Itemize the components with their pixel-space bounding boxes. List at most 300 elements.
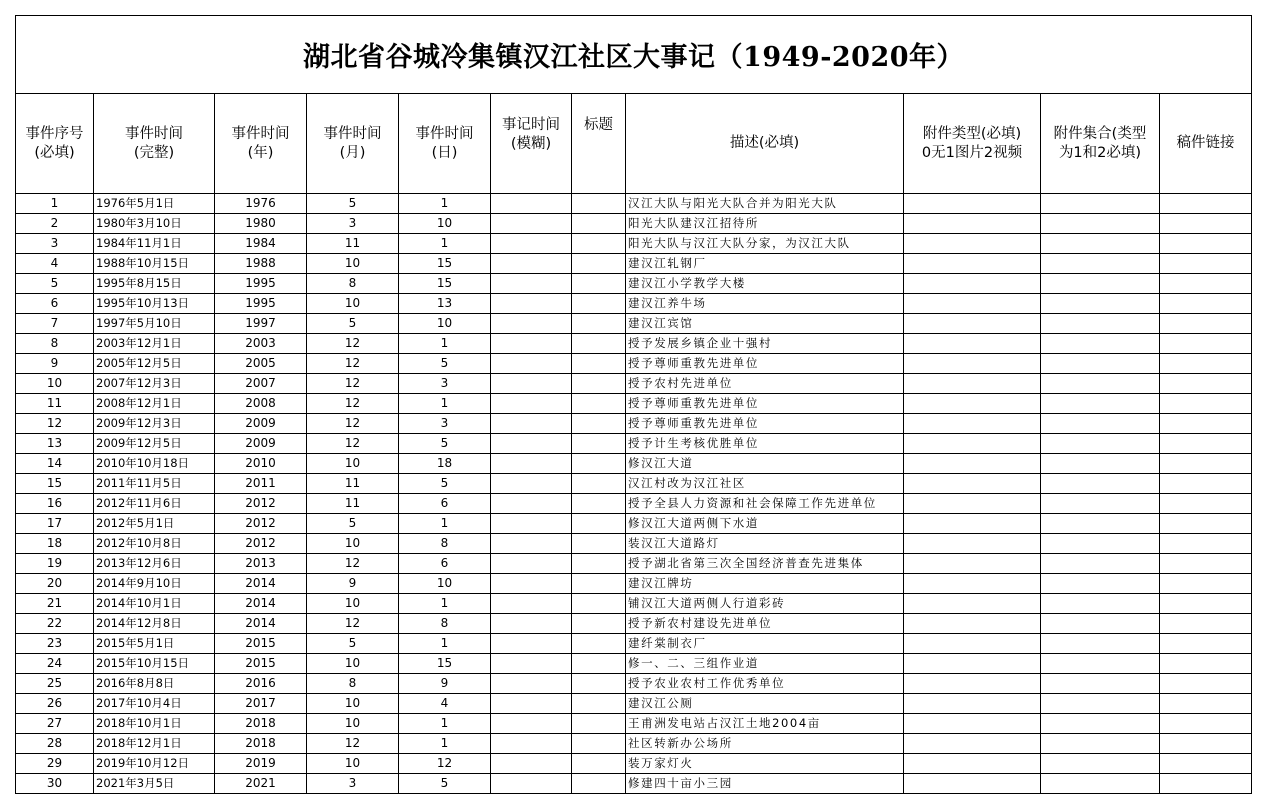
cell-day[interactable]: 6 (399, 494, 491, 514)
cell-attach-type[interactable] (904, 694, 1041, 714)
cell-day[interactable]: 15 (399, 254, 491, 274)
cell-attach-type[interactable] (904, 554, 1041, 574)
cell-full-time[interactable]: 2021年3月5日 (94, 774, 215, 794)
cell-full-time[interactable]: 2012年5月1日 (94, 514, 215, 534)
cell-seq[interactable]: 4 (16, 254, 94, 274)
cell-vague-time[interactable] (491, 434, 572, 454)
cell-description[interactable]: 铺汉江大道两侧人行道彩砖 (626, 594, 904, 614)
cell-full-time[interactable]: 2009年12月5日 (94, 434, 215, 454)
cell-seq[interactable]: 6 (16, 294, 94, 314)
cell-vague-time[interactable] (491, 694, 572, 714)
header-year[interactable]: 事件时间 (年) (215, 94, 307, 194)
cell-description[interactable]: 汉江村改为汉江社区 (626, 474, 904, 494)
cell-vague-time[interactable] (491, 314, 572, 334)
cell-description[interactable]: 阳光大队与汉江大队分家，为汉江大队 (626, 234, 904, 254)
cell-full-time[interactable]: 2013年12月6日 (94, 554, 215, 574)
cell-subject[interactable] (572, 454, 626, 474)
cell-full-time[interactable]: 2015年10月15日 (94, 654, 215, 674)
cell-link[interactable] (1160, 674, 1252, 694)
cell-description[interactable]: 修建四十亩小三园 (626, 774, 904, 794)
cell-seq[interactable]: 7 (16, 314, 94, 334)
cell-vague-time[interactable] (491, 474, 572, 494)
cell-description[interactable]: 装汉江大道路灯 (626, 534, 904, 554)
cell-vague-time[interactable] (491, 514, 572, 534)
cell-attach-type[interactable] (904, 634, 1041, 654)
cell-month[interactable]: 11 (307, 494, 399, 514)
cell-attach-type[interactable] (904, 574, 1041, 594)
cell-year[interactable]: 2015 (215, 654, 307, 674)
cell-description[interactable]: 授予尊师重教先进单位 (626, 354, 904, 374)
cell-subject[interactable] (572, 394, 626, 414)
cell-vague-time[interactable] (491, 594, 572, 614)
cell-attach-type[interactable] (904, 594, 1041, 614)
cell-attach-type[interactable] (904, 374, 1041, 394)
cell-description[interactable]: 授予农业农村工作优秀单位 (626, 674, 904, 694)
cell-link[interactable] (1160, 234, 1252, 254)
cell-vague-time[interactable] (491, 354, 572, 374)
cell-year[interactable]: 2017 (215, 694, 307, 714)
cell-full-time[interactable]: 2015年5月1日 (94, 634, 215, 654)
cell-attach-set[interactable] (1041, 474, 1160, 494)
cell-month[interactable]: 12 (307, 734, 399, 754)
cell-link[interactable] (1160, 454, 1252, 474)
cell-seq[interactable]: 30 (16, 774, 94, 794)
cell-vague-time[interactable] (491, 634, 572, 654)
cell-description[interactable]: 建汉江宾馆 (626, 314, 904, 334)
cell-description[interactable]: 建纤棠制衣厂 (626, 634, 904, 654)
cell-seq[interactable]: 25 (16, 674, 94, 694)
cell-attach-set[interactable] (1041, 594, 1160, 614)
cell-day[interactable]: 9 (399, 674, 491, 694)
cell-link[interactable] (1160, 654, 1252, 674)
cell-year[interactable]: 1995 (215, 274, 307, 294)
cell-day[interactable]: 1 (399, 394, 491, 414)
cell-subject[interactable] (572, 474, 626, 494)
cell-vague-time[interactable] (491, 294, 572, 314)
cell-full-time[interactable]: 2016年8月8日 (94, 674, 215, 694)
cell-full-time[interactable]: 1995年10月13日 (94, 294, 215, 314)
cell-link[interactable] (1160, 734, 1252, 754)
cell-day[interactable]: 10 (399, 314, 491, 334)
cell-attach-type[interactable] (904, 514, 1041, 534)
cell-year[interactable]: 2014 (215, 594, 307, 614)
cell-year[interactable]: 1984 (215, 234, 307, 254)
cell-vague-time[interactable] (491, 254, 572, 274)
cell-link[interactable] (1160, 714, 1252, 734)
cell-seq[interactable]: 8 (16, 334, 94, 354)
cell-month[interactable]: 5 (307, 194, 399, 214)
cell-vague-time[interactable] (491, 554, 572, 574)
cell-day[interactable]: 5 (399, 434, 491, 454)
cell-year[interactable]: 2018 (215, 734, 307, 754)
cell-year[interactable]: 2014 (215, 614, 307, 634)
cell-subject[interactable] (572, 494, 626, 514)
cell-month[interactable]: 9 (307, 574, 399, 594)
cell-month[interactable]: 12 (307, 614, 399, 634)
cell-full-time[interactable]: 2019年10月12日 (94, 754, 215, 774)
cell-vague-time[interactable] (491, 614, 572, 634)
cell-link[interactable] (1160, 594, 1252, 614)
cell-year[interactable]: 1980 (215, 214, 307, 234)
cell-link[interactable] (1160, 434, 1252, 454)
cell-subject[interactable] (572, 334, 626, 354)
cell-vague-time[interactable] (491, 534, 572, 554)
cell-vague-time[interactable] (491, 394, 572, 414)
cell-attach-set[interactable] (1041, 294, 1160, 314)
cell-month[interactable]: 12 (307, 334, 399, 354)
cell-vague-time[interactable] (491, 334, 572, 354)
cell-link[interactable] (1160, 354, 1252, 374)
cell-year[interactable]: 2005 (215, 354, 307, 374)
cell-attach-set[interactable] (1041, 274, 1160, 294)
cell-link[interactable] (1160, 634, 1252, 654)
cell-month[interactable]: 3 (307, 214, 399, 234)
cell-seq[interactable]: 19 (16, 554, 94, 574)
cell-day[interactable]: 10 (399, 214, 491, 234)
cell-year[interactable]: 2016 (215, 674, 307, 694)
cell-link[interactable] (1160, 574, 1252, 594)
cell-seq[interactable]: 15 (16, 474, 94, 494)
cell-month[interactable]: 12 (307, 414, 399, 434)
header-day[interactable]: 事件时间 (日) (399, 94, 491, 194)
cell-day[interactable]: 1 (399, 634, 491, 654)
cell-attach-type[interactable] (904, 294, 1041, 314)
cell-attach-type[interactable] (904, 254, 1041, 274)
cell-seq[interactable]: 11 (16, 394, 94, 414)
cell-subject[interactable] (572, 294, 626, 314)
cell-day[interactable]: 1 (399, 194, 491, 214)
cell-month[interactable]: 11 (307, 234, 399, 254)
cell-description[interactable]: 阳光大队建汉江招待所 (626, 214, 904, 234)
cell-vague-time[interactable] (491, 234, 572, 254)
cell-year[interactable]: 2015 (215, 634, 307, 654)
cell-full-time[interactable]: 1988年10月15日 (94, 254, 215, 274)
cell-year[interactable]: 1995 (215, 294, 307, 314)
cell-attach-type[interactable] (904, 274, 1041, 294)
cell-day[interactable]: 12 (399, 754, 491, 774)
cell-month[interactable]: 12 (307, 434, 399, 454)
cell-full-time[interactable]: 1997年5月10日 (94, 314, 215, 334)
cell-month[interactable]: 12 (307, 554, 399, 574)
cell-subject[interactable] (572, 594, 626, 614)
cell-subject[interactable] (572, 674, 626, 694)
cell-year[interactable]: 2011 (215, 474, 307, 494)
cell-attach-set[interactable] (1041, 774, 1160, 794)
cell-link[interactable] (1160, 274, 1252, 294)
cell-subject[interactable] (572, 514, 626, 534)
cell-vague-time[interactable] (491, 454, 572, 474)
cell-description[interactable]: 社区转新办公场所 (626, 734, 904, 754)
cell-seq[interactable]: 1 (16, 194, 94, 214)
cell-attach-set[interactable] (1041, 734, 1160, 754)
cell-month[interactable]: 10 (307, 454, 399, 474)
cell-link[interactable] (1160, 614, 1252, 634)
cell-description[interactable]: 授予农村先进单位 (626, 374, 904, 394)
cell-full-time[interactable]: 2008年12月1日 (94, 394, 215, 414)
cell-full-time[interactable]: 2007年12月3日 (94, 374, 215, 394)
cell-month[interactable]: 11 (307, 474, 399, 494)
cell-attach-type[interactable] (904, 434, 1041, 454)
cell-seq[interactable]: 14 (16, 454, 94, 474)
cell-year[interactable]: 2009 (215, 434, 307, 454)
cell-description[interactable]: 王甫洲发电站占汉江土地2004亩 (626, 714, 904, 734)
cell-attach-type[interactable] (904, 774, 1041, 794)
cell-attach-set[interactable] (1041, 194, 1160, 214)
cell-day[interactable]: 1 (399, 594, 491, 614)
cell-year[interactable]: 2008 (215, 394, 307, 414)
cell-description[interactable]: 授予全县人力资源和社会保障工作先进单位 (626, 494, 904, 514)
cell-link[interactable] (1160, 474, 1252, 494)
cell-attach-set[interactable] (1041, 654, 1160, 674)
cell-attach-type[interactable] (904, 354, 1041, 374)
cell-seq[interactable]: 20 (16, 574, 94, 594)
cell-link[interactable] (1160, 334, 1252, 354)
cell-full-time[interactable]: 2014年9月10日 (94, 574, 215, 594)
cell-description[interactable]: 建汉江养牛场 (626, 294, 904, 314)
cell-attach-type[interactable] (904, 734, 1041, 754)
cell-full-time[interactable]: 2012年11月6日 (94, 494, 215, 514)
header-description[interactable]: 描述(必填) (626, 94, 904, 194)
cell-subject[interactable] (572, 574, 626, 594)
cell-attach-set[interactable] (1041, 314, 1160, 334)
cell-subject[interactable] (572, 234, 626, 254)
cell-day[interactable]: 13 (399, 294, 491, 314)
cell-attach-type[interactable] (904, 314, 1041, 334)
cell-day[interactable]: 5 (399, 774, 491, 794)
cell-link[interactable] (1160, 374, 1252, 394)
cell-seq[interactable]: 28 (16, 734, 94, 754)
cell-attach-set[interactable] (1041, 254, 1160, 274)
cell-description[interactable]: 建汉江公厕 (626, 694, 904, 714)
cell-vague-time[interactable] (491, 214, 572, 234)
cell-link[interactable] (1160, 214, 1252, 234)
cell-full-time[interactable]: 1984年11月1日 (94, 234, 215, 254)
cell-link[interactable] (1160, 534, 1252, 554)
cell-attach-set[interactable] (1041, 714, 1160, 734)
cell-attach-set[interactable] (1041, 334, 1160, 354)
cell-attach-type[interactable] (904, 534, 1041, 554)
cell-full-time[interactable]: 2011年11月5日 (94, 474, 215, 494)
cell-subject[interactable] (572, 614, 626, 634)
cell-subject[interactable] (572, 254, 626, 274)
cell-attach-type[interactable] (904, 614, 1041, 634)
cell-seq[interactable]: 16 (16, 494, 94, 514)
cell-seq[interactable]: 12 (16, 414, 94, 434)
cell-day[interactable]: 15 (399, 654, 491, 674)
cell-day[interactable]: 8 (399, 614, 491, 634)
header-attach-type[interactable]: 附件类型(必填) 0无1图片2视频 (904, 94, 1041, 194)
cell-link[interactable] (1160, 694, 1252, 714)
cell-seq[interactable]: 17 (16, 514, 94, 534)
cell-link[interactable] (1160, 254, 1252, 274)
cell-day[interactable]: 1 (399, 734, 491, 754)
header-month[interactable]: 事件时间 (月) (307, 94, 399, 194)
cell-seq[interactable]: 10 (16, 374, 94, 394)
cell-month[interactable]: 10 (307, 294, 399, 314)
cell-seq[interactable]: 3 (16, 234, 94, 254)
cell-link[interactable] (1160, 754, 1252, 774)
cell-attach-type[interactable] (904, 394, 1041, 414)
cell-day[interactable]: 10 (399, 574, 491, 594)
cell-attach-set[interactable] (1041, 374, 1160, 394)
cell-year[interactable]: 1997 (215, 314, 307, 334)
cell-year[interactable]: 2018 (215, 714, 307, 734)
cell-attach-set[interactable] (1041, 494, 1160, 514)
cell-seq[interactable]: 24 (16, 654, 94, 674)
cell-full-time[interactable]: 2010年10月18日 (94, 454, 215, 474)
cell-link[interactable] (1160, 774, 1252, 794)
cell-day[interactable]: 1 (399, 334, 491, 354)
cell-subject[interactable] (572, 694, 626, 714)
cell-attach-type[interactable] (904, 334, 1041, 354)
cell-description[interactable]: 修汉江大道两侧下水道 (626, 514, 904, 534)
cell-seq[interactable]: 9 (16, 354, 94, 374)
cell-vague-time[interactable] (491, 574, 572, 594)
cell-subject[interactable] (572, 734, 626, 754)
cell-description[interactable]: 授予计生考核优胜单位 (626, 434, 904, 454)
cell-month[interactable]: 12 (307, 354, 399, 374)
header-full-time[interactable]: 事件时间 (完整) (94, 94, 215, 194)
header-subject[interactable]: 标题 (572, 94, 626, 194)
cell-year[interactable]: 2007 (215, 374, 307, 394)
cell-attach-set[interactable] (1041, 754, 1160, 774)
cell-attach-type[interactable] (904, 714, 1041, 734)
cell-seq[interactable]: 23 (16, 634, 94, 654)
cell-full-time[interactable]: 1980年3月10日 (94, 214, 215, 234)
cell-attach-set[interactable] (1041, 574, 1160, 594)
cell-link[interactable] (1160, 294, 1252, 314)
cell-year[interactable]: 2019 (215, 754, 307, 774)
cell-seq[interactable]: 26 (16, 694, 94, 714)
cell-month[interactable]: 10 (307, 654, 399, 674)
cell-attach-set[interactable] (1041, 634, 1160, 654)
cell-year[interactable]: 2009 (215, 414, 307, 434)
cell-year[interactable]: 1988 (215, 254, 307, 274)
cell-vague-time[interactable] (491, 734, 572, 754)
cell-year[interactable]: 2013 (215, 554, 307, 574)
cell-vague-time[interactable] (491, 374, 572, 394)
cell-day[interactable]: 15 (399, 274, 491, 294)
cell-month[interactable]: 10 (307, 694, 399, 714)
cell-month[interactable]: 12 (307, 374, 399, 394)
cell-month[interactable]: 10 (307, 254, 399, 274)
cell-subject[interactable] (572, 774, 626, 794)
cell-full-time[interactable]: 2017年10月4日 (94, 694, 215, 714)
cell-month[interactable]: 5 (307, 314, 399, 334)
cell-month[interactable]: 10 (307, 534, 399, 554)
cell-link[interactable] (1160, 314, 1252, 334)
cell-attach-set[interactable] (1041, 514, 1160, 534)
cell-month[interactable]: 8 (307, 674, 399, 694)
cell-day[interactable]: 3 (399, 374, 491, 394)
cell-subject[interactable] (572, 414, 626, 434)
cell-year[interactable]: 2010 (215, 454, 307, 474)
cell-seq[interactable]: 29 (16, 754, 94, 774)
cell-year[interactable]: 2014 (215, 574, 307, 594)
cell-seq[interactable]: 21 (16, 594, 94, 614)
cell-description[interactable]: 建汉江小学教学大楼 (626, 274, 904, 294)
cell-description[interactable]: 授予尊师重教先进单位 (626, 414, 904, 434)
cell-year[interactable]: 1976 (215, 194, 307, 214)
header-vague-time[interactable]: 事记时间 (模糊) (491, 94, 572, 194)
cell-link[interactable] (1160, 494, 1252, 514)
cell-subject[interactable] (572, 354, 626, 374)
cell-attach-type[interactable] (904, 654, 1041, 674)
cell-description[interactable]: 修一、二、三组作业道 (626, 654, 904, 674)
cell-full-time[interactable]: 1976年5月1日 (94, 194, 215, 214)
cell-day[interactable]: 1 (399, 234, 491, 254)
cell-year[interactable]: 2021 (215, 774, 307, 794)
cell-subject[interactable] (572, 194, 626, 214)
cell-month[interactable]: 10 (307, 714, 399, 734)
cell-description[interactable]: 修汉江大道 (626, 454, 904, 474)
cell-day[interactable]: 5 (399, 474, 491, 494)
cell-attach-type[interactable] (904, 454, 1041, 474)
cell-day[interactable]: 5 (399, 354, 491, 374)
cell-subject[interactable] (572, 714, 626, 734)
cell-full-time[interactable]: 2018年12月1日 (94, 734, 215, 754)
cell-attach-set[interactable] (1041, 394, 1160, 414)
cell-subject[interactable] (572, 274, 626, 294)
cell-day[interactable]: 1 (399, 514, 491, 534)
cell-day[interactable]: 18 (399, 454, 491, 474)
cell-attach-type[interactable] (904, 494, 1041, 514)
cell-month[interactable]: 10 (307, 754, 399, 774)
cell-attach-type[interactable] (904, 194, 1041, 214)
cell-month[interactable]: 10 (307, 594, 399, 614)
cell-vague-time[interactable] (491, 274, 572, 294)
cell-description[interactable]: 汉江大队与阳光大队合并为阳光大队 (626, 194, 904, 214)
cell-full-time[interactable]: 2018年10月1日 (94, 714, 215, 734)
cell-full-time[interactable]: 1995年8月15日 (94, 274, 215, 294)
cell-description[interactable]: 授予尊师重教先进单位 (626, 394, 904, 414)
cell-seq[interactable]: 22 (16, 614, 94, 634)
cell-subject[interactable] (572, 434, 626, 454)
cell-link[interactable] (1160, 514, 1252, 534)
cell-year[interactable]: 2012 (215, 514, 307, 534)
cell-link[interactable] (1160, 554, 1252, 574)
header-link[interactable]: 稿件链接 (1160, 94, 1252, 194)
cell-vague-time[interactable] (491, 414, 572, 434)
cell-description[interactable]: 授予湖北省第三次全国经济普查先进集体 (626, 554, 904, 574)
cell-year[interactable]: 2003 (215, 334, 307, 354)
cell-description[interactable]: 授予发展乡镇企业十强村 (626, 334, 904, 354)
cell-year[interactable]: 2012 (215, 534, 307, 554)
cell-attach-set[interactable] (1041, 214, 1160, 234)
cell-subject[interactable] (572, 654, 626, 674)
cell-vague-time[interactable] (491, 674, 572, 694)
header-seq[interactable]: 事件序号 (必填) (16, 94, 94, 194)
cell-full-time[interactable]: 2003年12月1日 (94, 334, 215, 354)
cell-link[interactable] (1160, 414, 1252, 434)
cell-seq[interactable]: 13 (16, 434, 94, 454)
cell-subject[interactable] (572, 534, 626, 554)
cell-attach-set[interactable] (1041, 674, 1160, 694)
cell-attach-set[interactable] (1041, 534, 1160, 554)
cell-vague-time[interactable] (491, 714, 572, 734)
cell-vague-time[interactable] (491, 754, 572, 774)
cell-subject[interactable] (572, 754, 626, 774)
cell-attach-type[interactable] (904, 754, 1041, 774)
cell-full-time[interactable]: 2009年12月3日 (94, 414, 215, 434)
cell-attach-set[interactable] (1041, 454, 1160, 474)
cell-subject[interactable] (572, 374, 626, 394)
cell-vague-time[interactable] (491, 194, 572, 214)
cell-attach-type[interactable] (904, 474, 1041, 494)
cell-link[interactable] (1160, 194, 1252, 214)
cell-seq[interactable]: 18 (16, 534, 94, 554)
cell-attach-set[interactable] (1041, 354, 1160, 374)
